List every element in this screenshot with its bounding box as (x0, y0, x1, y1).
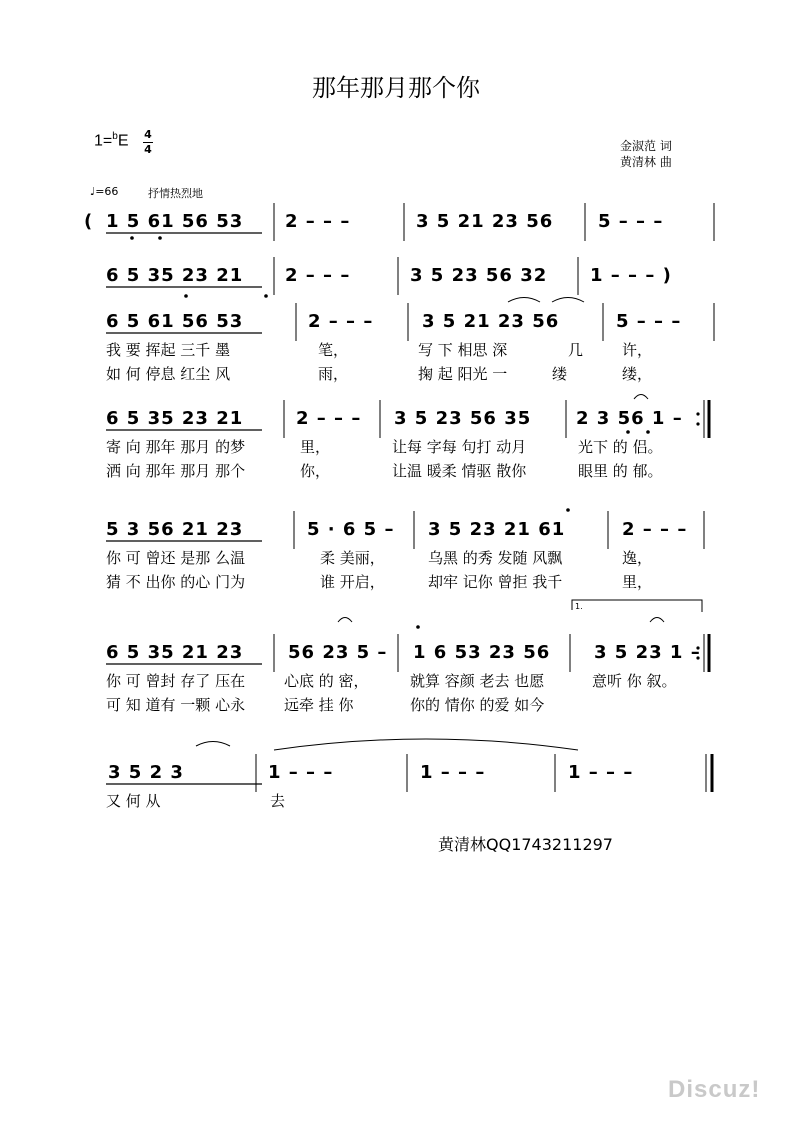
lyric-segment: 里， (300, 438, 331, 456)
key-note: E (117, 132, 129, 150)
lyric-segment: 心底 的 密， (284, 672, 369, 690)
repeat-dot (696, 422, 699, 425)
fermata-slur (552, 298, 584, 303)
note-group: 3 5 2 3 (108, 762, 184, 783)
octave-dot (646, 430, 650, 434)
fermata-slur (634, 395, 648, 400)
lyric-segment: 你 可 曾封 存了 压在 (106, 672, 246, 690)
note-group: 1 6 53 23 56 (413, 642, 551, 663)
lyric-segment: 几 (568, 341, 584, 359)
lyric-segment: 你 可 曾还 是那 么温 (106, 549, 246, 567)
note-group: 6 5 35 23 21 (106, 265, 244, 286)
octave-dot (416, 625, 420, 629)
time-top: 4 (144, 128, 152, 141)
lyric-segment: 如 何 停息 红尘 风 (106, 365, 231, 383)
note-group: 5 – – – (616, 311, 682, 332)
lyric-segment: 让温 暖柔 情驱 散你 (392, 462, 527, 480)
octave-dot (158, 236, 162, 240)
tempo-mark: ♩=66 (90, 185, 119, 198)
lyricist-credit: 金淑范 词 (620, 139, 672, 153)
lyric-segment: 缕， (622, 365, 653, 383)
watermark: Discuz! (668, 1076, 761, 1103)
note-group: 3 5 23 56 32 (410, 265, 548, 286)
lyric-segment: 掬 起 阳光 一 (418, 365, 508, 383)
arranger-signature: 黄清林QQ1743211297 (438, 835, 613, 854)
lyric-segment: 柔 美丽， (320, 549, 385, 567)
note-group: 2 3 56 1 – (576, 408, 683, 429)
lyric-segment: 你， (300, 462, 331, 480)
lyric-segment: 意听 你 叙。 (592, 672, 677, 690)
note-group: 2 – – – (285, 265, 351, 286)
composer-credit: 黄清林 曲 (620, 155, 672, 169)
note-group: 1 – – – (568, 762, 634, 783)
note-group: 6 5 35 23 21 (106, 408, 244, 429)
note-group: 56 23 5 – (288, 642, 388, 663)
lyric-segment: 让每 字每 句打 动月 (392, 438, 527, 456)
key-one: 1= (94, 132, 113, 150)
octave-dot (626, 430, 630, 434)
lyric-segment: 可 知 道有 一颗 心永 (106, 696, 246, 714)
lyric-segment: 谁 开启， (320, 573, 385, 591)
fermata-slur (508, 298, 540, 303)
key-flat: b (112, 131, 118, 142)
volta-label: 1. (575, 602, 583, 611)
lyric-segment: 就算 容颜 老去 也愿 (410, 672, 545, 690)
note-group: 1 – – – (420, 762, 486, 783)
note-group: 1 – – – (268, 762, 334, 783)
note-group: 2 – – – (308, 311, 374, 332)
note-group: 1 – – – ) (590, 265, 672, 286)
time-bottom: 4 (144, 143, 152, 156)
repeat-dot (696, 412, 699, 415)
fermata-slur (338, 618, 352, 623)
note-group: 5 3 56 21 23 (106, 519, 244, 540)
note-group: 3 5 21 23 56 (416, 211, 554, 232)
octave-dot (184, 294, 188, 298)
lyric-segment: 却牢 记你 曾拒 我千 (428, 573, 563, 591)
note-group: 2 – – – (622, 519, 688, 540)
key-signature (94, 131, 128, 150)
note-group: 2 – – – (285, 211, 351, 232)
lyric-segment: 洒 向 那年 那月 那个 (106, 462, 246, 480)
note-group: 2 – – – (296, 408, 362, 429)
note-group: 3 5 23 56 35 (394, 408, 532, 429)
lyric-segment: 雨， (318, 365, 349, 383)
lyric-segment: 里， (622, 573, 653, 591)
lyric-segment: 寄 向 那年 那月 的梦 (106, 438, 246, 456)
lyric-segment: 眼里 的 郁。 (578, 462, 663, 480)
note-group: 5 – – – (598, 211, 664, 232)
lyric-segment: 缕 (552, 365, 568, 383)
note-group: 5 · 6 5 – (307, 519, 395, 540)
octave-dot (264, 294, 268, 298)
fermata-slur (650, 618, 664, 623)
fermata-slur (196, 742, 230, 747)
note-group: 3 5 21 23 56 (422, 311, 560, 332)
expression-mark: 抒情热烈地 (148, 187, 203, 200)
note-group: 6 5 61 56 53 (106, 311, 244, 332)
lyric-segment: 光下 的 侣。 (578, 438, 663, 456)
note-group: 1 5 61 56 53 (106, 211, 244, 232)
lyric-segment: 乌黑 的秀 发随 风飘 (428, 549, 563, 567)
time-signature (143, 129, 153, 156)
lyric-segment: 我 要 挥起 三千 墨 (106, 341, 231, 359)
lyric-segment: 逸， (622, 549, 653, 567)
lyric-segment: 去 (270, 792, 286, 810)
note-group: 3 5 23 1 – (594, 642, 701, 663)
lyric-segment: 远牵 挂 你 (284, 696, 354, 714)
note-group: ( (84, 211, 94, 232)
volta-bracket (572, 600, 702, 612)
lyric-segment: 许， (622, 341, 653, 359)
lyric-segment: 写 下 相思 深 (418, 341, 508, 359)
octave-dot (566, 508, 570, 512)
lyric-segment: 笔， (318, 341, 349, 359)
octave-dot (130, 236, 134, 240)
lyric-segment: 你的 情你 的爱 如今 (410, 696, 545, 714)
lyric-segment: 又 何 从 (106, 792, 161, 810)
tie-arc (274, 739, 578, 750)
song-title: 那年那月那个你 (312, 74, 480, 102)
lyric-segment: 猜 不 出你 的心 门为 (106, 573, 246, 591)
note-group: 3 5 23 21 61 (428, 519, 566, 540)
note-group: 6 5 35 21 23 (106, 642, 244, 663)
